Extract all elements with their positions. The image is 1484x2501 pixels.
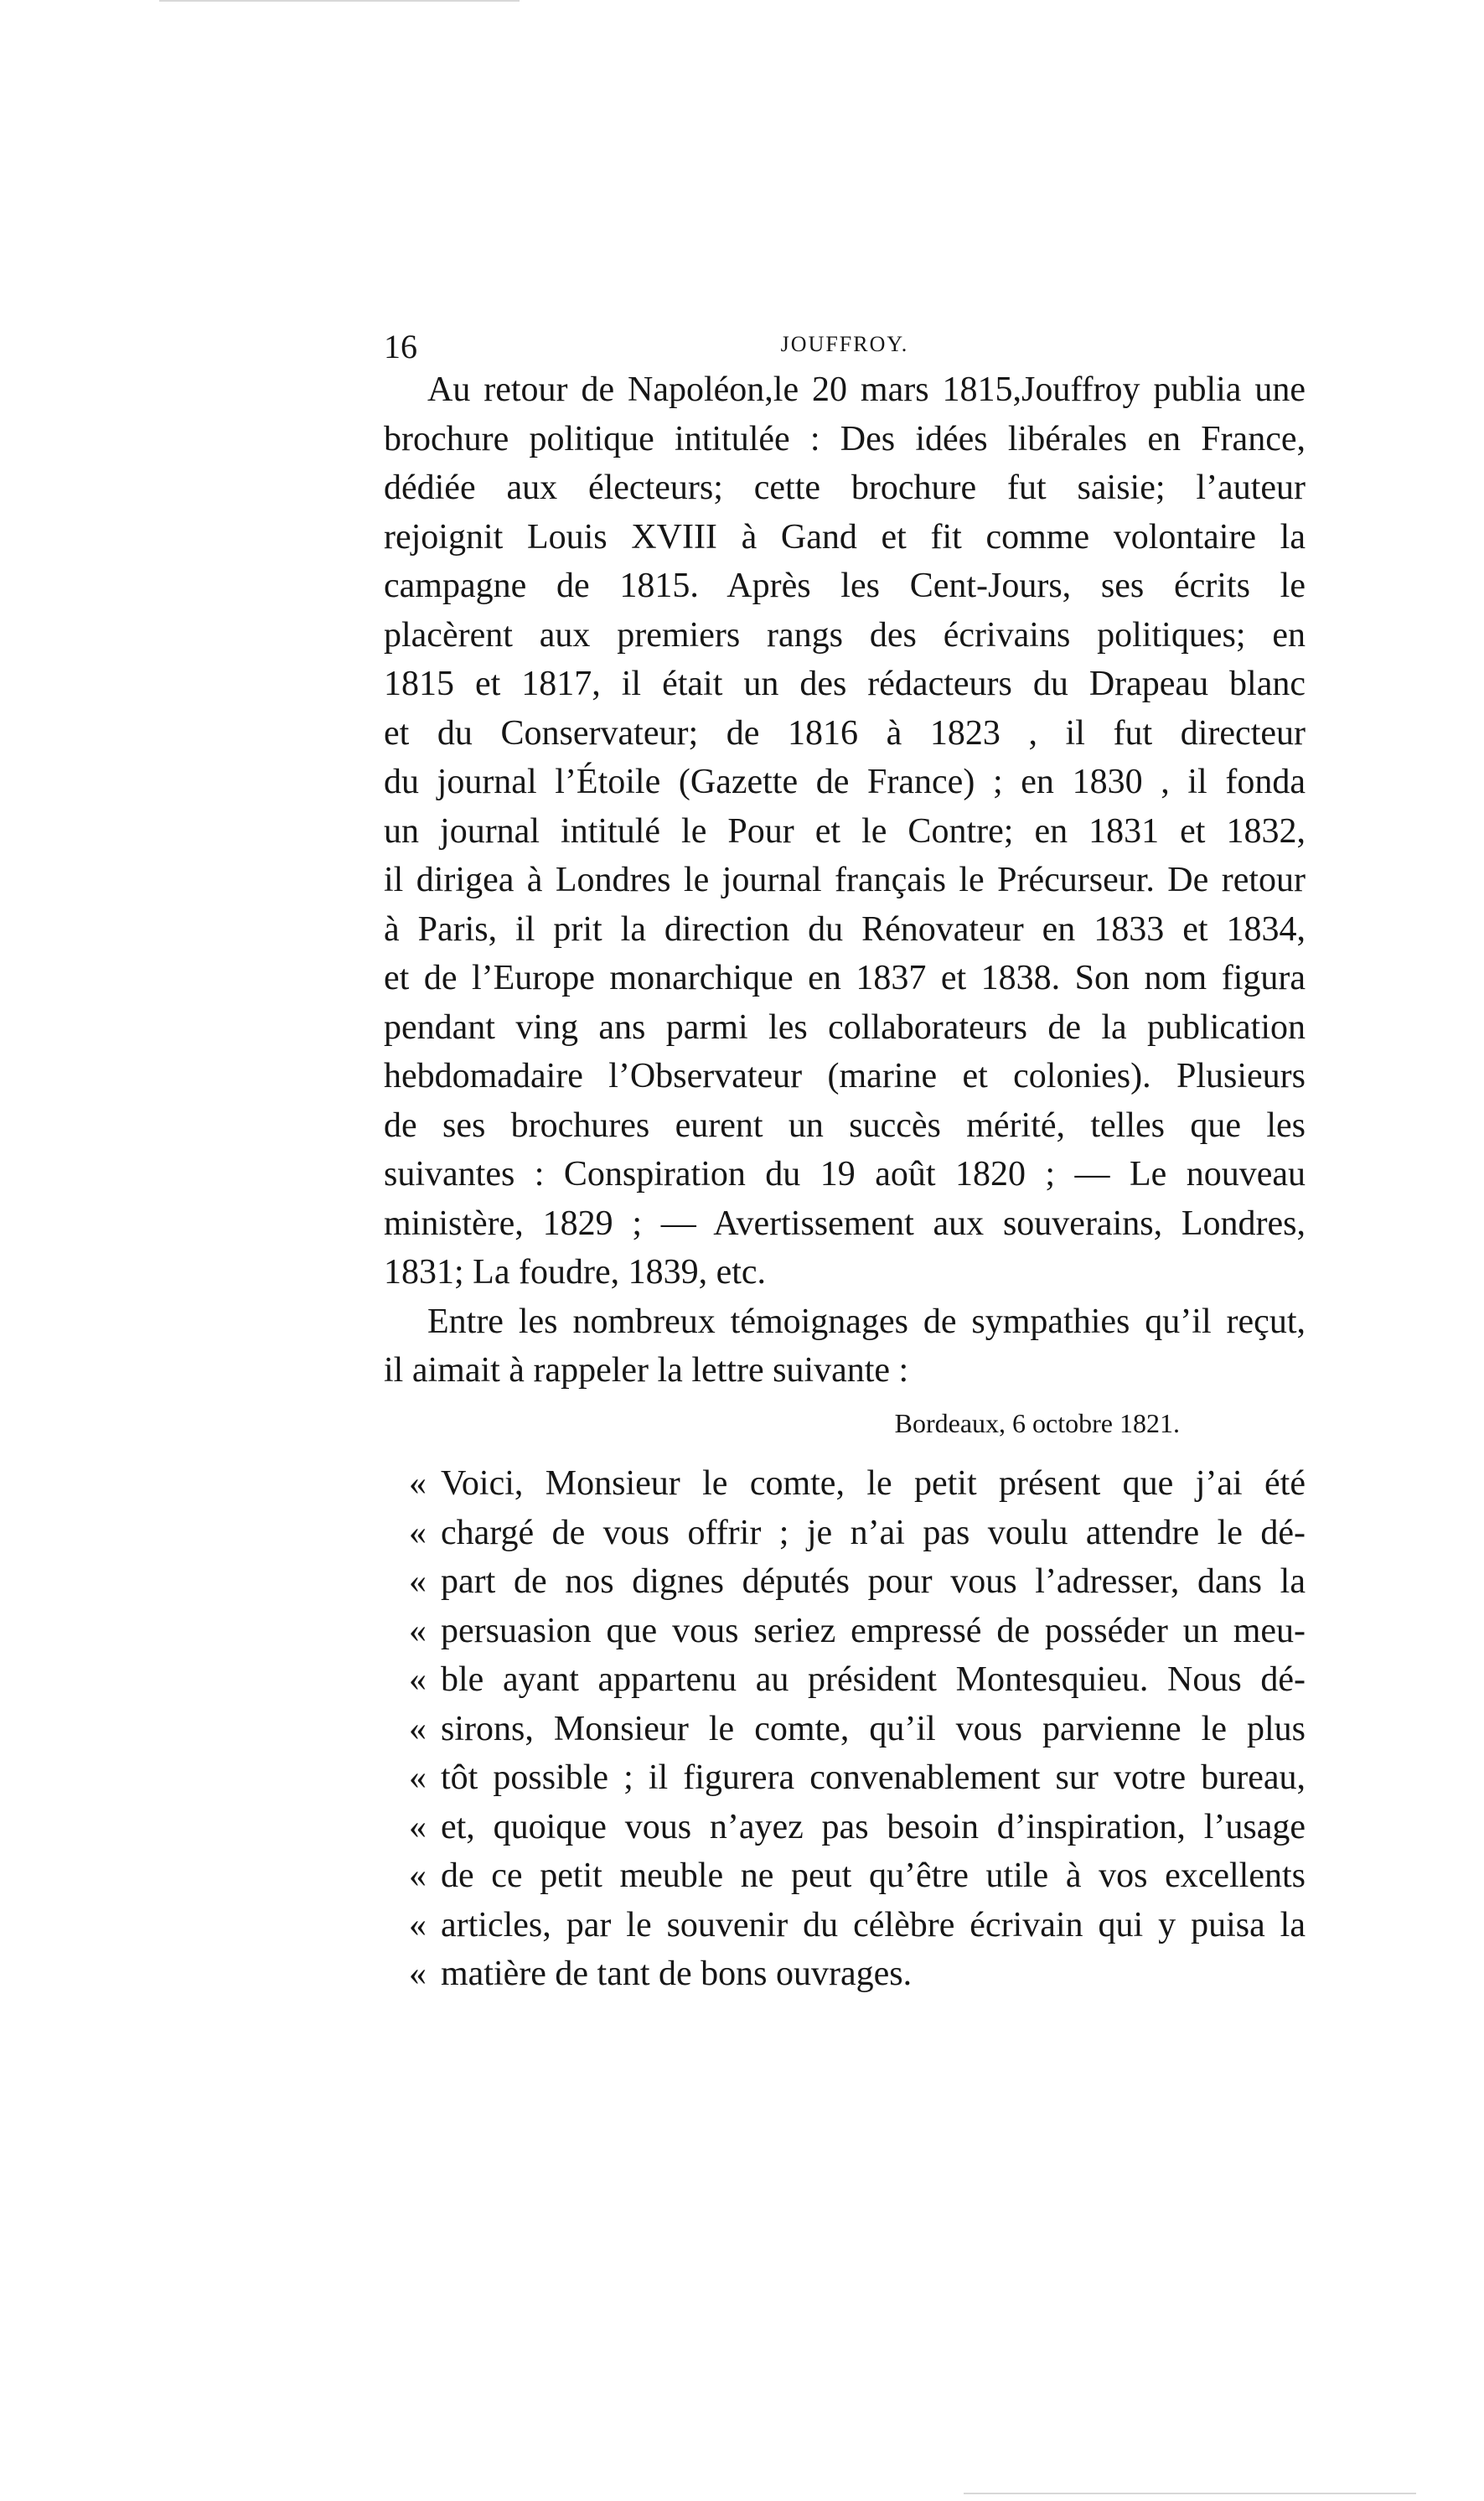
text-line: Au retour de Napoléon,le 20 mars 1815,Jouffroy publia une [427,370,1306,409]
quote-mark: « [409,1513,427,1552]
letter-line [384,1509,1306,1558]
quote-mark: « [409,1562,427,1601]
quote-mark: « [409,1611,427,1650]
bottom-edge-rule [964,2493,1416,2494]
body-text [384,365,1306,1999]
letter-line [384,1459,1306,1509]
quote-mark: « [409,1709,427,1748]
letter-line-text: part de nos dignes députés pour vous l’adresser, dans la [441,1562,1306,1601]
letter-date: Bordeaux, 6 octobre 1821. [894,1407,1180,1438]
letter-line-text: tôt possible ; il figurera convenablement sur votre bureau, [441,1758,1306,1797]
text-line: pendant ving ans parmi les collaborateurs de la publication [384,1007,1306,1047]
quote-mark: « [409,1660,427,1699]
text-line: il dirigea à Londres le journal français le Précurseur. De retour [384,861,1306,899]
text-line: suivantes : Conspiration du 19 août 1820 ; — Le nouveau [384,1155,1306,1194]
running-head: JOUFFROY. [780,332,909,356]
letter-line-text: sirons, Monsieur le comte, qu’il vous parvienne le plus [441,1709,1306,1748]
letter-line-text: articles, par le souvenir du célèbre écrivain qui y puisa la [441,1905,1306,1944]
letter-line-text: persuasion que vous seriez empressé de posséder un meu- [441,1611,1306,1650]
text-line: et de l’Europe monarchique en 1837 et 1838. Son nom figura [384,959,1306,997]
text-line: ministère, 1829 ; — Avertissement aux souverains, Londres, [384,1204,1306,1243]
quote-mark: « [409,1856,427,1895]
text-line: rejoignit Louis XVIII à Gand et fit comme volontaire la [384,517,1306,557]
letter-line [384,1803,1306,1852]
letter-line [384,1901,1306,1950]
letter-line-text: matière de tant de bons ouvrages. [441,1955,913,1993]
letter-line-text: Voici, Monsieur le comte, le petit présent que j’ai été [441,1464,1306,1503]
text-line: il aimait à rappeler la lettre suivante : [384,1351,909,1390]
quote-mark: « [409,1905,427,1944]
quote-mark: « [409,1758,427,1797]
quote-mark: « [409,1464,427,1503]
text-line: 1815 et 1817, il était un des rédacteurs du Drapeau blanc [384,665,1306,703]
letter-line-text: et, quoique vous n’ayez pas besoin d’inspiration, l’usage [441,1807,1306,1846]
text-line: dédiée aux électeurs; cette brochure fut saisie; l’auteur [384,469,1306,507]
letter-line [384,1950,1306,1999]
letter-quote [384,1459,1306,1999]
letter-line [384,1557,1306,1607]
letter-line [384,1851,1306,1901]
text-line: hebdomadaire l’Observateur (marine et colonies). Plusieurs [384,1057,1306,1095]
page-header [384,327,1306,369]
text-line: et du Conservateur; de 1816 à 1823 , il fut directeur [384,713,1306,753]
letter-line-text: chargé de vous offrir ; je n’ai pas voulu attendre le dé- [441,1513,1306,1552]
text-line: 1831; La foudre, 1839, etc. [384,1253,767,1292]
paragraph-2 [384,1297,1306,1395]
quote-mark: « [409,1807,427,1846]
text-line: Entre les nombreux témoignages de sympathies qu’il reçut, [427,1302,1306,1341]
letter-line [384,1607,1306,1656]
page-number: 16 [384,328,417,365]
letter-line-text: ble ayant appartenu au président Montesquieu. Nous dé- [441,1660,1306,1699]
text-line: du journal l’Étoile (Gazette de France) ; en 1830 , il fonda [384,763,1306,801]
text-line: à Paris, il prit la direction du Rénovateur en 1833 et 1834, [384,909,1306,949]
letter-line [384,1753,1306,1803]
paragraph-1 [384,365,1306,1297]
quote-mark: « [409,1955,427,1993]
text-line: de ses brochures eurent un succès mérité, telles que les [384,1106,1306,1145]
text-line: campagne de 1815. Après les Cent-Jours, ses écrits le [384,567,1306,605]
text-line: placèrent aux premiers rangs des écrivains politiques; en [384,615,1306,655]
letter-line [384,1655,1306,1705]
text-line: brochure politique intitulée : Des idées libérales en France, [384,419,1306,458]
top-edge-rule [159,0,520,2]
letter-line [384,1705,1306,1754]
letter-line-text: de ce petit meuble ne peut qu’être utile à vos excellents [441,1856,1306,1895]
text-line: un journal intitulé le Pour et le Contre; en 1831 et 1832, [384,811,1306,851]
